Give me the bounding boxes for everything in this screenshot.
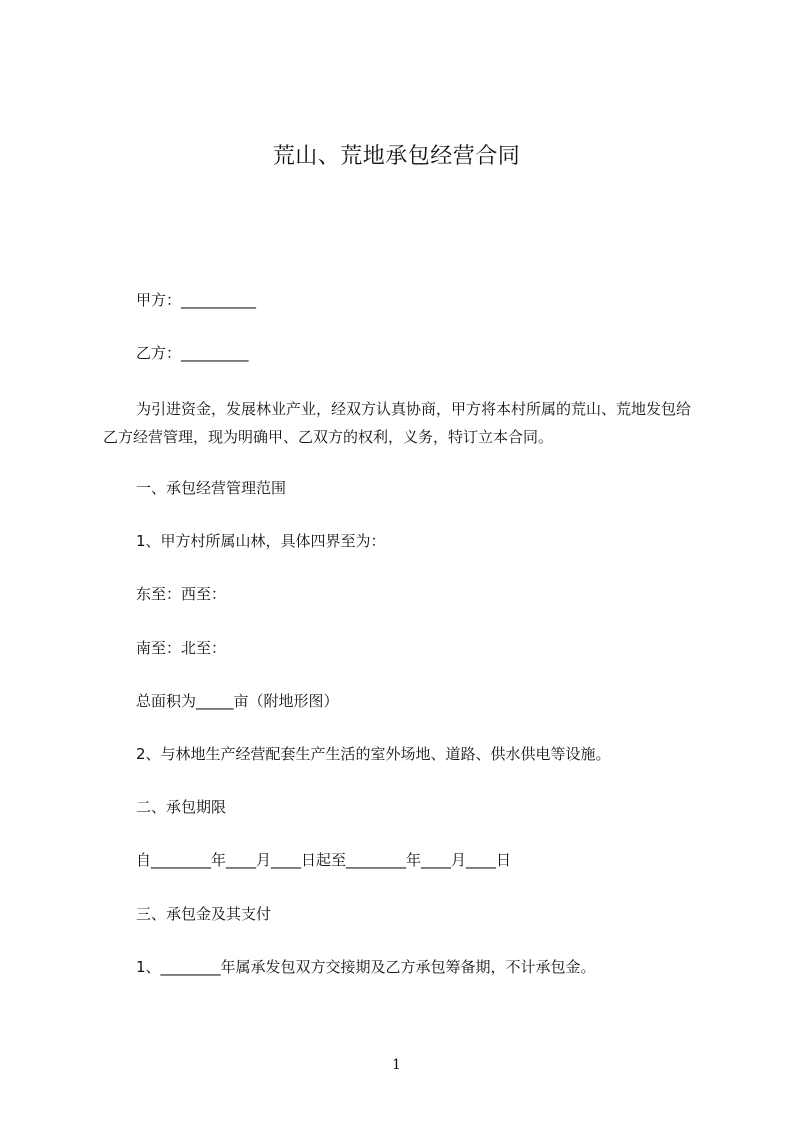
section-1-item-2: 2、与林地生产经营配套生产生活的室外场地、道路、供水供电等设施。 bbox=[136, 745, 611, 763]
boundary-south-north: 南至：北至： bbox=[136, 639, 227, 657]
party-b-line: 乙方：_________ bbox=[136, 344, 249, 362]
document-title: 荒山、荒地承包经营合同 bbox=[272, 144, 521, 169]
section-1-heading: 一、承包经营管理范围 bbox=[136, 479, 287, 497]
section-3-heading: 三、承包金及其支付 bbox=[136, 905, 272, 923]
section-2-heading: 二、承包期限 bbox=[136, 798, 227, 816]
party-a-line: 甲方：__________ bbox=[136, 291, 257, 309]
boundary-east-west: 东至：西至： bbox=[136, 585, 227, 603]
section-1-item-1: 1、甲方村所属山林，具体四界至为： bbox=[136, 532, 386, 550]
total-area-line: 总面积为_____亩（附地形图） bbox=[136, 692, 339, 710]
page-number: 1 bbox=[392, 1057, 401, 1073]
section-3-item-1: 1、________年属承发包双方交接期及乙方承包筹备期，不计承包金。 bbox=[136, 958, 596, 976]
term-line: 自________年____月____日起至________年____月____日 bbox=[136, 851, 512, 869]
intro-paragraph: 为引进资金，发展林业产业，经双方认真协商，甲方将本村所属的荒山、荒地发包给乙方经营管理，现为明确甲、乙双方的权利，义务，特订立本合同。 bbox=[103, 400, 692, 446]
